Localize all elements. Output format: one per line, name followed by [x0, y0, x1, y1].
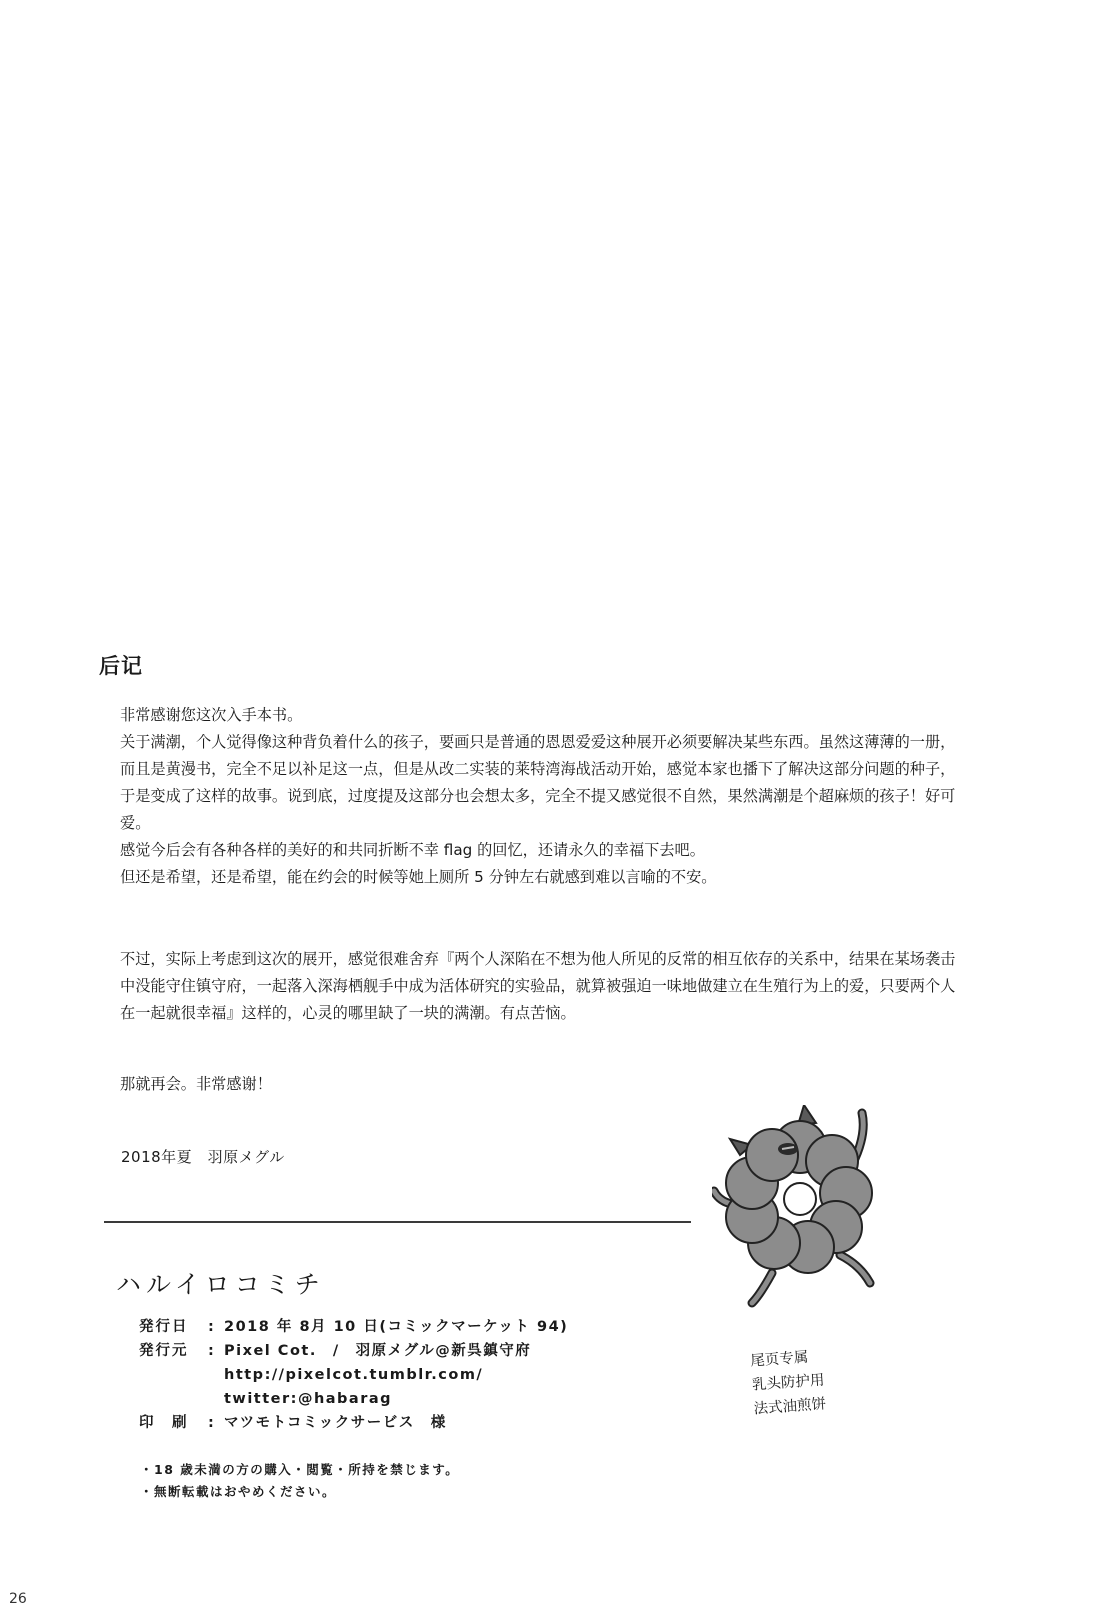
- colophon-label: 印 刷: [139, 1415, 189, 1431]
- colophon-label: [139, 1363, 208, 1387]
- colophon-imprint: [139, 1315, 568, 1435]
- book-title: ハルイロコミチ: [116, 1270, 325, 1299]
- legal-note-age: ・18 歳未満の方の購入・閲覧・所持を禁じます。: [140, 1462, 460, 1477]
- colophon-label: 発行日: [139, 1319, 189, 1335]
- colophon-row-publisher: [139, 1339, 568, 1363]
- colophon-row-twitter: [139, 1387, 568, 1411]
- afterword-paragraph-2: 不过，实际上考虑到这次的展开，感觉很难舍弃『两个人深陷在不想为他人所见的反常的相互依存的关系中，结果在某场袭击中没能守住镇守府，一起落入深海栖舰手中成为活体研究的实验品，就算被强迫一味地做建立在生殖行为上的爱，只要两个人在一起就很幸福』这样的，心灵的哪里缺了一块的满潮。有点苦恼。: [120, 950, 956, 1022]
- donut-mascot-illustration: [712, 1105, 882, 1320]
- colophon-separator: :: [208, 1319, 214, 1335]
- colophon-row-url: [139, 1363, 568, 1387]
- colophon-separator: :: [208, 1415, 214, 1431]
- afterword-heading: 后记: [99, 654, 143, 678]
- handwritten-line: 乳头防护用: [751, 1372, 825, 1394]
- handwritten-line: 尾页专属: [749, 1349, 809, 1370]
- handwritten-note: [750, 1345, 827, 1422]
- colophon-divider: [104, 1221, 691, 1223]
- handwritten-line: 法式油煎饼: [753, 1396, 827, 1418]
- colophon-separator: [208, 1387, 224, 1411]
- legal-notes: [140, 1459, 459, 1503]
- colophon-value: 2018 年 8月 10 日(コミックマーケット 94): [224, 1319, 569, 1335]
- afterword-signature: 2018年夏 羽原メグル: [121, 1148, 285, 1166]
- colophon-separator: :: [208, 1343, 214, 1359]
- colophon-label: [139, 1387, 208, 1411]
- colophon-separator: [208, 1363, 224, 1387]
- colophon-label: 発行元: [139, 1343, 189, 1359]
- afterword-paragraph-3: 那就再会。非常感谢！: [120, 1075, 272, 1093]
- page-number: 26: [9, 1591, 27, 1607]
- colophon-row-date: [139, 1315, 568, 1339]
- website-link[interactable]: http://pixelcot.tumblr.com/: [224, 1367, 484, 1383]
- colophon-row-printer: [139, 1411, 568, 1435]
- colophon-value: Pixel Cot. / 羽原メグル@新呉鎮守府: [224, 1343, 532, 1359]
- afterword-paragraph-1: 非常感谢您这次入手本书。 关于满潮，个人觉得像这种背负着什么的孩子，要画只是普通的恩恩爱爱这种展开必须要解决某些东西。虽然这薄薄的一册，而且是黄漫书，完全不足以补足这一点，但是从改二实装的莱特湾海战活动开始，感觉本家也播下了解决这部分问题的种子，于是变成了这样的故事。说到底，过度提及这部分也会想太多，完全不提又感觉很不自然，果然满潮是个超麻烦的孩子！好可爱。 感觉今后会有各种各样的美好的和共同折断不幸 flag 的回忆，还请永久的幸福下去吧。 但还是希望，还是希望，能在约会的时候等她上厕所 5 分钟左右就感到难以言喻的不安。: [120, 706, 956, 886]
- colophon-value: マツモトコミックサービス 様: [224, 1415, 447, 1431]
- legal-note-reprint: ・無断転載はおやめください。: [140, 1484, 337, 1499]
- twitter-link[interactable]: twitter:@habarag: [224, 1391, 393, 1407]
